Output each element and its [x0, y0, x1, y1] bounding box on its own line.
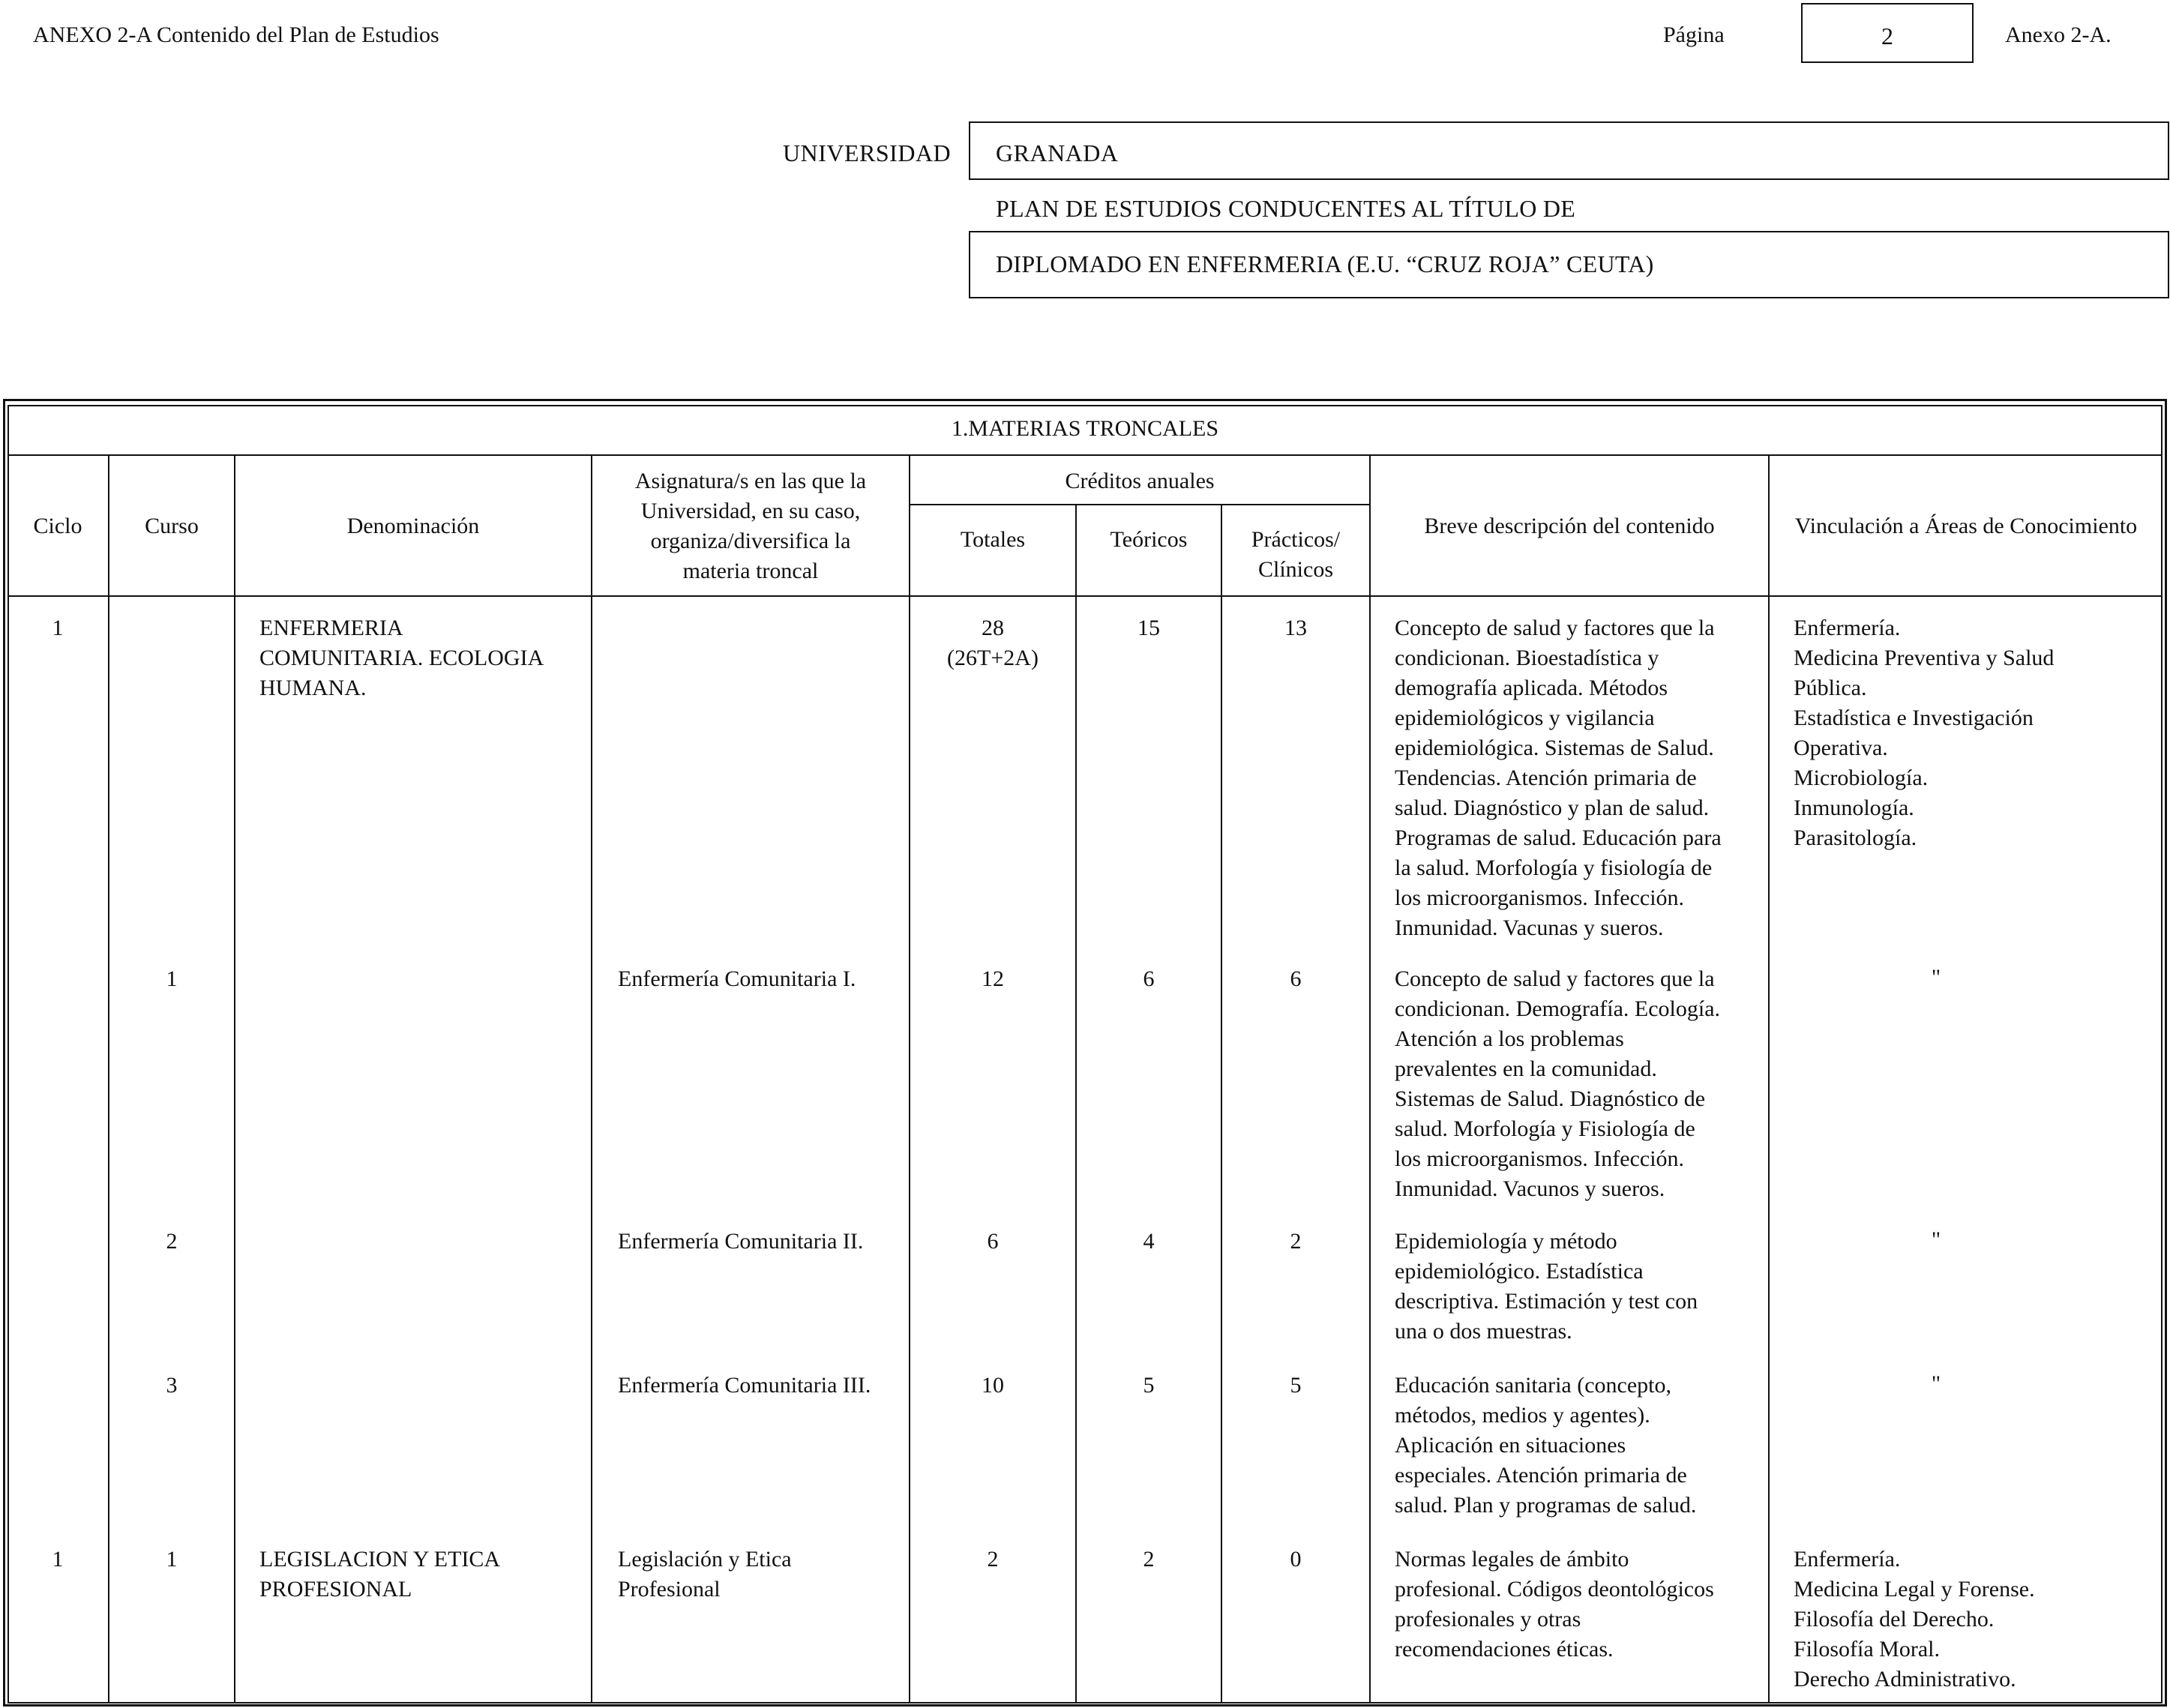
cell-practicos: 0 [1290, 1547, 1302, 1572]
grid-line [234, 454, 235, 1704]
cell-line: especiales. Atención primaria de [1395, 1463, 1687, 1488]
cell-totales: 2 [987, 1547, 999, 1572]
cell-line: Pública. [1794, 676, 1867, 700]
cell-line: Operativa. [1794, 736, 1888, 760]
cell-line: los microorganismos. Infección. [1395, 885, 1685, 910]
cell-line: Filosofía Moral. [1794, 1637, 1940, 1662]
cell-curso: 3 [166, 1373, 178, 1398]
cell-line: HUMANA. [259, 676, 367, 700]
section-title: 1.MATERIAS TRONCALES [951, 416, 1219, 441]
cell-line: Inmunidad. Vacunas y sueros. [1395, 915, 1664, 940]
cell-teoricos: 2 [1143, 1547, 1155, 1572]
cell-line: Inmunología. [1794, 796, 1914, 820]
header-practicos-line: Clínicos [1257, 557, 1333, 582]
page-number-box [1801, 3, 1974, 63]
cell-line: Sistemas de Salud. Diagnóstico de [1395, 1086, 1706, 1111]
cell-line: Parasitología. [1794, 826, 1917, 850]
grid-line [1369, 454, 1371, 1704]
cell-line: ENFERMERIA [259, 616, 403, 640]
grid-line [108, 454, 109, 1704]
grid-line [1768, 454, 1770, 1704]
university-box [969, 121, 2169, 180]
grid-line [1075, 504, 1077, 1704]
header-ciclo: Ciclo [33, 514, 82, 538]
cell-asignatura: Enfermería Comunitaria III. [618, 1373, 871, 1398]
cell-line: profesionales y otras [1395, 1607, 1581, 1632]
cell-line: Enfermería. [1794, 1547, 1901, 1572]
cell-line: LEGISLACION Y ETICA [259, 1547, 501, 1572]
cell-totales: 10 [982, 1373, 1004, 1398]
degree-box [969, 231, 2169, 298]
cell-totales: 6 [987, 1229, 999, 1254]
header-descripcion: Breve descripción del contenido [1424, 514, 1715, 538]
cell-line: salud. Diagnóstico y plan de salud. [1395, 796, 1710, 820]
header-totales: Totales [960, 527, 1026, 552]
cell-line: Legislación y Etica [618, 1547, 792, 1572]
cell-line: epidemiológico. Estadística [1395, 1259, 1644, 1284]
cell-teoricos: 4 [1143, 1229, 1155, 1254]
grid-line [1221, 504, 1222, 1704]
cell-asignatura: Enfermería Comunitaria II. [618, 1229, 864, 1254]
cell-line: Estadística e Investigación [1794, 706, 2034, 730]
cell-vinculacion-ditto: " [1931, 965, 1941, 990]
cell-line: Programas de salud. Educación para [1395, 826, 1722, 850]
cell-line: PROFESIONAL [259, 1577, 412, 1602]
document-title: ANEXO 2-A Contenido del Plan de Estudios [33, 22, 439, 47]
page-label: Página [1663, 22, 1725, 47]
page-number: 2 [1881, 22, 1893, 49]
cell-line: Tendencias. Atención primaria de [1395, 766, 1697, 790]
cell-line: COMUNITARIA. ECOLOGIA [259, 646, 544, 670]
grid-line [909, 504, 1369, 505]
cell-line: Epidemiología y método [1395, 1229, 1617, 1254]
cell-line: Inmunidad. Vacunos y sueros. [1395, 1176, 1665, 1201]
cell-line: recomendaciones éticas. [1395, 1637, 1614, 1662]
cell-totales: 12 [982, 966, 1004, 991]
cell-asignatura: Enfermería Comunitaria I. [618, 966, 856, 991]
cell-teoricos: 5 [1143, 1373, 1155, 1398]
cell-ciclo: 1 [52, 1547, 64, 1572]
cell-practicos: 2 [1290, 1229, 1302, 1254]
cell-line: la salud. Morfología y fisiología de [1395, 855, 1713, 880]
cell-line: Normas legales de ámbito [1395, 1547, 1629, 1572]
header-asignatura-line: organiza/diversifica la [650, 529, 851, 553]
cell-line: 28 [982, 616, 1004, 640]
grid-line [591, 454, 592, 1704]
cell-ciclo: 1 [52, 616, 64, 640]
cell-practicos: 5 [1290, 1373, 1302, 1398]
cell-teoricos: 6 [1143, 966, 1155, 991]
plan-heading: PLAN DE ESTUDIOS CONDUCENTES AL TÍTULO DE [996, 195, 1576, 222]
university-name: GRANADA [996, 139, 1119, 166]
cell-line: prevalentes en la comunidad. [1395, 1056, 1657, 1081]
cell-practicos: 13 [1284, 616, 1307, 640]
header-asignatura-line: materia troncal [682, 559, 819, 583]
header-denominacion: Denominación [346, 514, 480, 538]
cell-line: Concepto de salud y factores que la [1395, 616, 1715, 640]
header-asignatura-line: Universidad, en su caso, [640, 499, 861, 523]
cell-line: Filosofía del Derecho. [1794, 1607, 1995, 1632]
table-inner-frame [7, 405, 2163, 1704]
cell-line: demografía aplicada. Métodos [1395, 676, 1668, 700]
header-teoricos: Teóricos [1110, 527, 1188, 552]
cell-practicos: 6 [1290, 966, 1302, 991]
cell-line: condicionan. Demografía. Ecología. [1395, 996, 1721, 1021]
cell-line: epidemiológica. Sistemas de Salud. [1395, 736, 1714, 760]
cell-line: (26T+2A) [947, 646, 1039, 670]
cell-line: una o dos muestras. [1395, 1319, 1572, 1344]
cell-line: profesional. Códigos deontológicos [1395, 1577, 1714, 1602]
cell-line: salud. Morfología y Fisiología de [1395, 1116, 1695, 1141]
cell-curso: 1 [166, 966, 178, 991]
cell-line: Aplicación en situaciones [1395, 1433, 1626, 1458]
university-label: UNIVERSIDAD [783, 139, 952, 166]
grid-line [7, 454, 2163, 456]
cell-line: Enfermería. [1794, 616, 1901, 640]
cell-line: Microbiología. [1794, 766, 1929, 790]
header-practicos-line: Prácticos/ [1251, 527, 1341, 552]
cell-line: métodos, medios y agentes). [1395, 1403, 1650, 1428]
cell-curso: 1 [166, 1547, 178, 1572]
grid-line [7, 595, 2163, 597]
cell-vinculacion-ditto: " [1931, 1227, 1941, 1252]
cell-line: condicionan. Bioestadística y [1395, 646, 1659, 670]
annex-label: Anexo 2-A. [2005, 22, 2112, 47]
cell-line: los microorganismos. Infección. [1395, 1146, 1685, 1171]
cell-line: epidemiológicos y vigilancia [1395, 706, 1655, 730]
header-asignatura-line: Asignatura/s en las que la [634, 469, 867, 493]
cell-curso: 2 [166, 1229, 178, 1254]
cell-line: descriptiva. Estimación y test con [1395, 1289, 1698, 1314]
cell-line: Atención a los problemas [1395, 1026, 1624, 1051]
header-vinculacion: Vinculación a Áreas de Conocimiento [1794, 514, 2138, 538]
cell-line: Educación sanitaria (concepto, [1395, 1373, 1671, 1398]
cell-teoricos: 15 [1137, 616, 1160, 640]
cell-line: Medicina Preventiva y Salud [1794, 646, 2055, 670]
cell-line: salud. Plan y programas de salud. [1395, 1493, 1697, 1518]
cell-line: Profesional [618, 1577, 721, 1602]
cell-line: Concepto de salud y factores que la [1395, 966, 1715, 991]
cell-vinculacion-ditto: " [1931, 1371, 1941, 1396]
cell-line: Medicina Legal y Forense. [1794, 1577, 2035, 1602]
header-creditos: Créditos anuales [1065, 469, 1215, 493]
cell-line: Derecho Administrativo. [1794, 1667, 2016, 1692]
header-curso: Curso [145, 514, 199, 538]
degree-name: DIPLOMADO EN ENFERMERIA (E.U. “CRUZ ROJA” CEUTA) [996, 250, 1654, 277]
